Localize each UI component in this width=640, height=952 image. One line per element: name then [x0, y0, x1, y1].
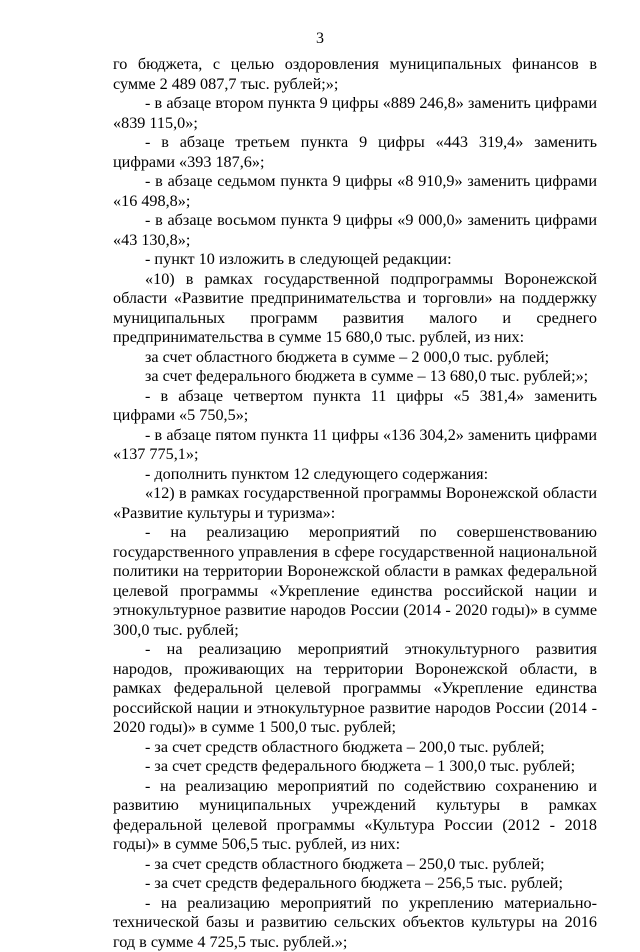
- paragraph-item10-regional: за счет областного бюджета в сумме – 2 000,0 тыс. рублей;: [113, 348, 597, 368]
- paragraph-amendment-item9-para2: - в абзаце втором пункта 9 цифры «889 246,8» заменить цифрами «839 115,0»;: [113, 94, 597, 133]
- paragraph-amendment-item9-para8: - в абзаце восьмом пункта 9 цифры «9 000,0» заменить цифрами «43 130,8»;: [113, 211, 597, 250]
- paragraph-item12-national-policy: - на реализацию мероприятий по совершенствованию государственного управления в сфере государственной национальной политики на территории Воронежской области в рамках федеральной целевой программы «Укрепление единства российской нации и этнокультурное развитие народов России (2014 - 2020 годы)» в сумме 300,0 тыс. рублей;: [113, 523, 597, 640]
- paragraph-item12-regional-250: - за счет средств областного бюджета – 250,0 тыс. рублей;: [113, 855, 597, 875]
- paragraph-item10-federal: за счет федерального бюджета в сумме – 13 680,0 тыс. рублей;»;: [113, 367, 597, 387]
- paragraph-item12-text: «12) в рамках государственной программы Воронежской области «Развитие культуры и туризма»:: [113, 484, 597, 523]
- paragraph-amendment-item9-para3: - в абзаце третьем пункта 9 цифры «443 319,4» заменить цифрами «393 187,6»;: [113, 133, 597, 172]
- paragraph-item10-intro: - пункт 10 изложить в следующей редакции:: [113, 250, 597, 270]
- paragraph-item12-federal-256: - за счет средств федерального бюджета – 256,5 тыс. рублей;: [113, 874, 597, 894]
- paragraph-item12-federal-1300: - за счет средств федерального бюджета – 1 300,0 тыс. рублей;: [113, 757, 597, 777]
- paragraph-item12-rural-culture: - на реализацию мероприятий по укреплению материально-технической базы и развитию сельских объектов культуры на 2016 год в сумме 4 725,5 тыс. рублей.»;: [113, 894, 597, 952]
- paragraph-item10-text: «10) в рамках государственной подпрограммы Воронежской области «Развитие предпринимательства и торговли» на поддержку муниципальных программ развития малого и среднего предпринимательства в сумме 15 680,0 тыс. рублей, из них:: [113, 270, 597, 348]
- document-body: [113, 55, 597, 952]
- paragraph-item12-ethnocultural: - на реализацию мероприятий этнокультурного развития народов, проживающих на территории Воронежской области, в рамках федеральной целевой программы «Укрепление единства российской нации и этнокультурное развитие народов России (2014 - 2020 годы)» в сумме 1 500,0 тыс. рублей;: [113, 640, 597, 738]
- paragraph-amendment-item11-para5: - в абзаце пятом пункта 11 цифры «136 304,2» заменить цифрами «137 775,1»;: [113, 426, 597, 465]
- paragraph-item12-intro: - дополнить пунктом 12 следующего содержания:: [113, 465, 597, 485]
- paragraph-continuation: го бюджета, с целью оздоровления муниципальных финансов в сумме 2 489 087,7 тыс. рублей;»;: [113, 55, 597, 94]
- page-number: 3: [0, 30, 640, 48]
- paragraph-item12-regional-200: - за счет средств областного бюджета – 200,0 тыс. рублей;: [113, 738, 597, 758]
- paragraph-amendment-item9-para7: - в абзаце седьмом пункта 9 цифры «8 910,9» заменить цифрами «16 498,8»;: [113, 172, 597, 211]
- paragraph-amendment-item11-para4: - в абзаце четвертом пункта 11 цифры «5 381,4» заменить цифрами «5 750,5»;: [113, 387, 597, 426]
- paragraph-item12-culture-institutions: - на реализацию мероприятий по содействию сохранению и развитию муниципальных учреждений культуры в рамках федеральной целевой программы «Культура России (2012 - 2018 годы)» в сумме 506,5 тыс. рублей, из них:: [113, 777, 597, 855]
